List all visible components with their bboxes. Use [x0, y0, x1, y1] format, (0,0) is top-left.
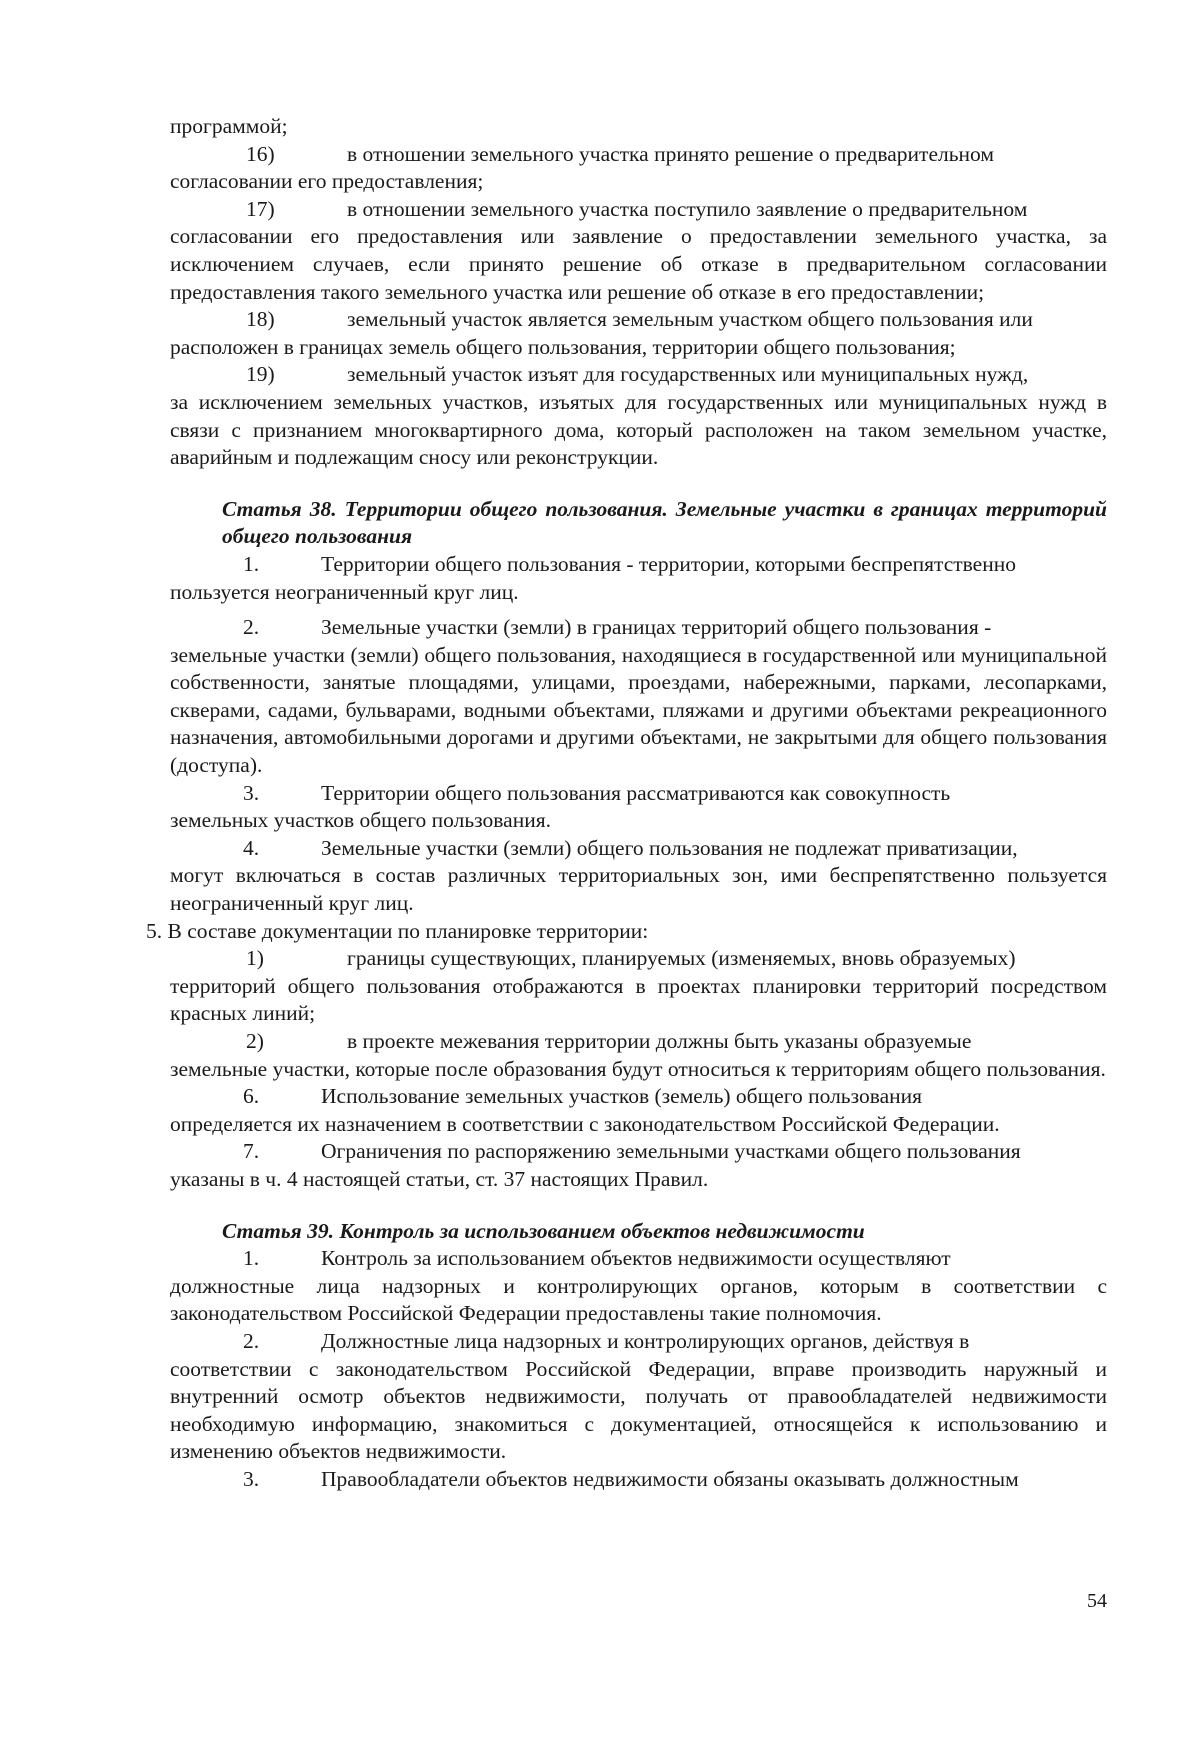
article-39-item-3: [170, 1466, 1107, 1494]
item-continuation: определяется их назначением в соответствии с законодательством Российской Федерации.: [170, 1111, 1000, 1136]
article-39-heading: Статья 39. Контроль за использованием объектов недвижимости: [222, 1218, 865, 1243]
item-continuation: могут включаться в состав различных территориальных зон, ими беспрепятственно пользуется неограниченный круг лиц.: [170, 863, 1107, 916]
list-item-16: [170, 141, 1107, 196]
item-text: Использование земельных участков (земель) общего пользования: [321, 1084, 923, 1109]
item-continuation: земельные участки (земли) общего пользования, находящиеся в государственной или муниципальной собственности, занятые площадями, улицами, проездами, набережными, парками, лесопарками, скверами, садами, бульварами, водными объектами, пляжами и другими объектами рекреационного назначения, автомобильными дорогами и другими объектами, не закрытыми для общего пользования (доступа).: [170, 642, 1107, 778]
item-number: 3.: [243, 780, 260, 805]
item-text: в отношении земельного участка принято решение о предварительном: [347, 141, 994, 166]
item-text: Контроль за использованием объектов недвижимости осуществляют: [321, 1246, 951, 1271]
item-continuation: пользуется неограниченный круг лиц.: [170, 579, 519, 604]
item-continuation: территорий общего пользования отображаются в проектах планировки территорий посредством красных линий;: [170, 973, 1107, 1026]
item-text: Правообладатели объектов недвижимости обязаны оказывать должностным: [321, 1466, 1019, 1491]
item-continuation: должностные лица надзорных и контролирующих органов, которым в соответствии с законодательством Российской Федерации предоставлены такие полномочия.: [170, 1273, 1107, 1326]
list-item-17: [170, 196, 1107, 306]
item-number: 18): [246, 307, 275, 332]
item-number: 2.: [243, 1328, 260, 1353]
item-number: 7.: [243, 1139, 260, 1164]
item-text: в проекте межевания территории должны быть указаны образуемые: [347, 1029, 972, 1053]
list-item-18: [170, 306, 1107, 361]
item-number: 2): [246, 1029, 264, 1053]
item-continuation: расположен в границах земель общего пользования, территории общего пользования;: [170, 334, 956, 359]
item-number: 6.: [243, 1084, 260, 1109]
article-38-item-6: [170, 1083, 1107, 1138]
item-text: Должностные лица надзорных и контролирующих органов, действуя в: [321, 1328, 970, 1353]
item-number: 1): [246, 946, 264, 971]
article-38-item-2: [170, 614, 1107, 780]
item-text: Земельные участки (земли) в границах территорий общего пользования -: [321, 615, 992, 640]
item-continuation: земельные участки, которые после образования будут относиться к территориям общего пользования.: [170, 1056, 1106, 1081]
item-continuation: указаны в ч. 4 настоящей статьи, ст. 37 настоящих Правил.: [170, 1166, 709, 1191]
item-number: 16): [246, 141, 275, 166]
article-38-heading: Статья 38. Территории общего пользования. Земельные участки в границах территорий общего пользования: [222, 496, 1107, 549]
page-number: 54: [1087, 1590, 1107, 1612]
item-text: Земельные участки (земли) общего пользования не подлежат приватизации,: [321, 835, 1018, 860]
document-body: [146, 113, 1107, 1494]
item-continuation: согласовании его предоставления;: [170, 169, 484, 194]
list-item-19: [170, 361, 1107, 471]
item-continuation: земельных участков общего пользования.: [170, 808, 551, 833]
item-number: 19): [246, 362, 275, 387]
item-text: Территории общего пользования - территории, которыми беспрепятственно: [321, 551, 1016, 576]
item-text: Ограничения по распоряжению земельными участками общего пользования: [321, 1139, 1021, 1164]
paragraph-intro: программой;: [170, 114, 288, 138]
item-continuation: соответствии с законодательством Российской Федерации, вправе производить наружный и внутренний осмотр объектов недвижимости, получать от правообладателей недвижимости необходимую информацию, знакомиться с документацией, относящейся к использованию и изменению объектов недвижимости.: [170, 1356, 1107, 1464]
item-text: в отношении земельного участка поступило заявление о предварительном: [347, 196, 1028, 221]
item-number: 3.: [243, 1466, 260, 1491]
item-number: 1.: [243, 551, 260, 576]
article-38-item-5-1: [170, 945, 1107, 1028]
article-38-item-3: [170, 780, 1107, 835]
article-38-item-1: [170, 551, 1107, 606]
item-text: земельный участок является земельным участком общего пользования или: [347, 307, 1033, 332]
article-38-item-5-2: [170, 1028, 1107, 1083]
item-text: границы существующих, планируемых (изменяемых, вновь образуемых): [347, 946, 1016, 971]
article-39-item-1: [170, 1245, 1107, 1328]
item-number: 2.: [243, 615, 260, 640]
item-text: Территории общего пользования рассматриваются как совокупность: [321, 780, 951, 805]
article-38-item-4: [170, 835, 1107, 918]
item-number: 17): [246, 196, 275, 221]
item-number: 1.: [243, 1246, 260, 1271]
article-38-item-5: 5. В составе документации по планировке территории:: [146, 918, 649, 943]
article-38-item-7: [170, 1138, 1107, 1193]
item-number: 4.: [243, 835, 260, 860]
article-39-item-2: [170, 1328, 1107, 1466]
item-continuation: за исключением земельных участков, изъятых для государственных или муниципальных нужд в связи с признанием многоквартирного дома, который расположен на таком земельном участке, аварийным и подлежащим сносу или реконструкции.: [170, 389, 1107, 470]
item-text: земельный участок изъят для государственных или муниципальных нужд,: [347, 362, 1029, 387]
item-continuation: согласовании его предоставления или заявление о предоставлении земельного участка, за исключением случаев, если принято решение об отказе в предварительном согласовании предоставления такого земельного участка или решение об отказе в его предоставлении;: [170, 224, 1107, 304]
